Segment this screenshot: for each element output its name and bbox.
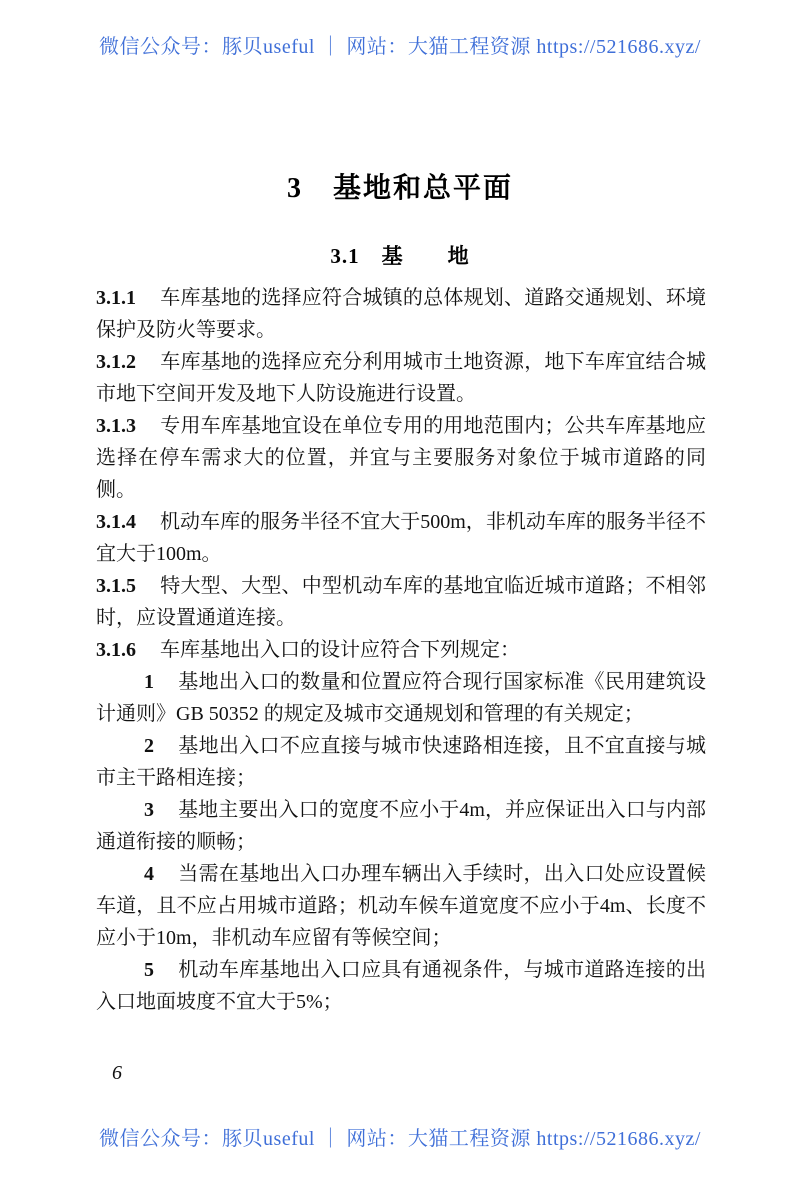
- clause-number: 3.1.5: [96, 575, 136, 597]
- subclause-3: [96, 794, 706, 858]
- clause-text: 车库基地的选择应充分利用城市土地资源，地下车库宜结合城市地下空间开发及地下人防设施进行设置。: [96, 351, 706, 405]
- chapter-title: 3 基地和总平面: [286, 173, 513, 204]
- subclause-1: [96, 666, 706, 730]
- clause-text: 专用车库基地宜设在单位专用的用地范围内；公共车库基地应选择在停车需求大的位置，并宜与主要服务对象位于城市道路的同侧。: [96, 415, 706, 501]
- clause-3-1-3: [96, 410, 706, 506]
- clause-number: 3.1.1: [96, 287, 136, 309]
- subclause-5: [96, 954, 706, 1018]
- subclause-number: 3: [144, 799, 154, 821]
- watermark-bottom: 微信公众号：豚贝useful ｜ 网站：大猫工程资源 https://521686.xyz/: [99, 1128, 701, 1150]
- subclause-2: [96, 730, 706, 794]
- subclause-4: [96, 858, 706, 954]
- clause-number: 3.1.4: [96, 511, 136, 533]
- clause-text: 特大型、大型、中型机动车库的基地宜临近城市道路；不相邻时，应设置通道连接。: [96, 575, 706, 629]
- subclause-text: 机动车库基地出入口应具有通视条件，与城市道路连接的出入口地面坡度不宜大于5%；: [96, 959, 706, 1013]
- clause-number: 3.1.6: [96, 639, 136, 661]
- subclause-number: 1: [144, 671, 154, 693]
- subclause-text: 当需在基地出入口办理车辆出入手续时，出入口处应设置候车道，且不应占用城市道路；机动车候车道宽度不应小于4m、长度不应小于10m，非机动车应留有等候空间；: [96, 863, 706, 949]
- clause-number: 3.1.3: [96, 415, 136, 437]
- clause-3-1-5: [96, 570, 706, 634]
- subclause-text: 基地出入口的数量和位置应符合现行国家标准《民用建筑设计通则》GB 50352 的规定及城市交通规划和管理的有关规定；: [96, 671, 706, 725]
- clause-text: 车库基地出入口的设计应符合下列规定：: [160, 639, 520, 661]
- clause-text: 机动车库的服务半径不宜大于500m，非机动车库的服务半径不宜大于100m。: [96, 511, 706, 565]
- page-number: 6: [112, 1062, 122, 1084]
- subclause-number: 2: [144, 735, 154, 757]
- clause-3-1-6: [96, 634, 706, 666]
- subclause-text: 基地主要出入口的宽度不应小于4m，并应保证出入口与内部通道衔接的顺畅；: [96, 799, 706, 853]
- clause-3-1-4: [96, 506, 706, 570]
- document-body: [96, 282, 706, 1018]
- subclause-text: 基地出入口不应直接与城市快速路相连接，且不宜直接与城市主干路相连接；: [96, 735, 706, 789]
- watermark-top: 微信公众号：豚贝useful ｜ 网站：大猫工程资源 https://521686.xyz/: [99, 36, 701, 58]
- clause-3-1-1: [96, 282, 706, 346]
- subclause-number: 4: [144, 863, 154, 885]
- subclause-number: 5: [144, 959, 154, 981]
- section-title: 3.1 基 地: [330, 244, 470, 268]
- clause-number: 3.1.2: [96, 351, 136, 373]
- clause-3-1-2: [96, 346, 706, 410]
- clause-text: 车库基地的选择应符合城镇的总体规划、道路交通规划、环境保护及防火等要求。: [96, 287, 706, 341]
